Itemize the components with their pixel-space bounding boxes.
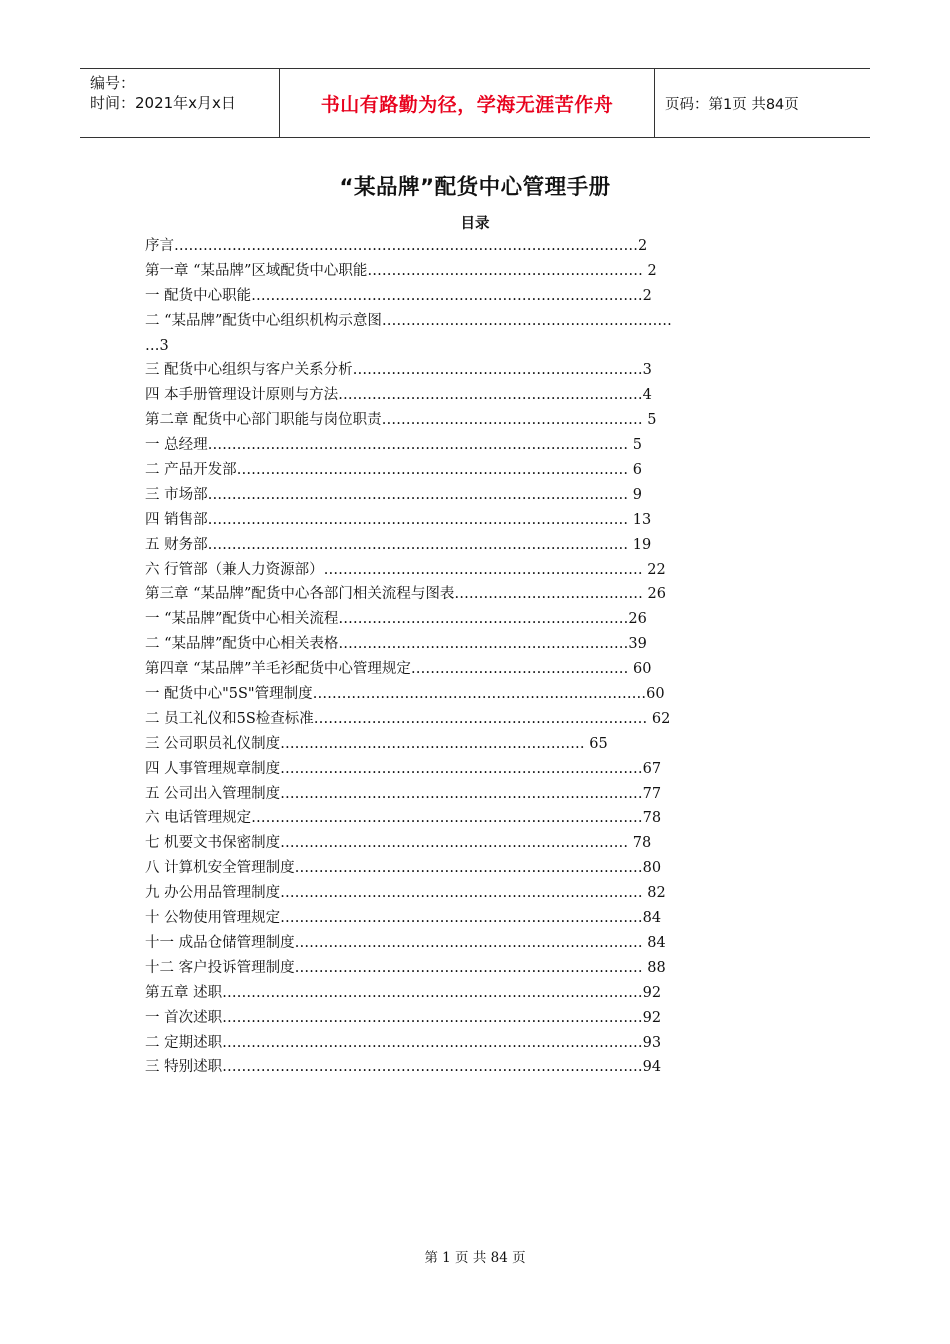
toc-entry: 六 行管部（兼人力资源部）………………………………………………………… 22 (145, 561, 666, 578)
document-title: “某品牌”配货中心管理手册 (339, 175, 611, 200)
toc-entry: 四 本手册管理设计原则与方法………………………………………………………4 (145, 387, 652, 404)
toc-entry: 四 人事管理规章制度…………………………………………………………………67 (145, 760, 662, 777)
toc-entry: 第三章 “某品牌”配货中心各部门相关流程与图表………………………………… 26 (145, 586, 666, 603)
toc-entry: 四 销售部…………………………………………………………………………… 13 (145, 511, 652, 528)
toc-entry: 二 “某品牌”配货中心组织机构示意图…………………………………………………… (145, 312, 672, 329)
page-footer: 第 1 页 共 84 页 (424, 1250, 526, 1266)
toc-entry: 第二章 配货中心部门职能与岗位职责……………………………………………… 5 (145, 412, 657, 429)
toc-entry: 第五章 述职……………………………………………………………………………92 (145, 984, 662, 1001)
toc-entry: 二 定期述职……………………………………………………………………………93 (145, 1034, 662, 1051)
toc-entry: 二 员工礼仪和5S检查标准…………………………………………………………… 62 (145, 710, 671, 727)
toc-entry: 三 公司职员礼仪制度……………………………………………………… 65 (145, 735, 608, 752)
toc-entry: 九 办公用品管理制度………………………………………………………………… 82 (145, 885, 666, 902)
toc-entry: 三 市场部…………………………………………………………………………… 9 (145, 486, 642, 503)
toc-entry: 十 公物使用管理规定…………………………………………………………………84 (145, 910, 662, 927)
toc-entry: 五 财务部…………………………………………………………………………… 19 (145, 536, 652, 553)
table-of-contents (145, 234, 810, 1080)
motto: 书山有路勤为径，学海无涯苦作舟 (280, 69, 655, 137)
toc-entry: 七 机要文书保密制度……………………………………………………………… 78 (145, 835, 652, 852)
toc-entry: 八 计算机安全管理制度………………………………………………………………80 (145, 860, 662, 877)
toc-entry: 一 配货中心"5S"管理制度……………………………………………………………60 (145, 686, 665, 703)
time-label: 时间：2021年x月x日 (90, 94, 236, 112)
toc-entry: 六 电话管理规定………………………………………………………………………78 (145, 810, 662, 827)
toc-entry: 十二 客户投诉管理制度……………………………………………………………… 88 (145, 959, 666, 976)
toc-entry: 一 总经理…………………………………………………………………………… 5 (145, 437, 642, 454)
toc-entry: 一 首次述职……………………………………………………………………………92 (145, 1009, 662, 1026)
page-info: 页码：第1页 共84页 (665, 96, 799, 113)
toc-entry: 序言……………………………………………………………………………………2 (145, 238, 648, 254)
toc-entry: 三 特别述职……………………………………………………………………………94 (145, 1059, 662, 1076)
toc-entry: 五 公司出入管理制度…………………………………………………………………77 (145, 785, 662, 802)
header-meta-cell (80, 69, 280, 137)
document-header (80, 68, 870, 138)
toc-entry: …3 (145, 337, 169, 354)
toc-entry: 一 “某品牌”配货中心相关流程……………………………………………………26 (145, 611, 647, 628)
toc-entry: 一 配货中心职能………………………………………………………………………2 (145, 287, 652, 304)
toc-entry: 二 产品开发部……………………………………………………………………… 6 (145, 462, 642, 479)
number-label: 编号： (90, 74, 136, 92)
toc-entry: 第四章 “某品牌”羊毛衫配货中心管理规定……………………………………… 60 (145, 661, 652, 678)
toc-entry: 二 “某品牌”配货中心相关表格……………………………………………………39 (145, 636, 647, 653)
toc-title: 目录 (460, 216, 490, 232)
toc-entry: 十一 成品仓储管理制度……………………………………………………………… 84 (145, 934, 666, 951)
toc-entry: 三 配货中心组织与客户关系分析……………………………………………………3 (145, 362, 652, 379)
toc-entry: 第一章 “某品牌”区域配货中心职能………………………………………………… 2 (145, 262, 657, 279)
